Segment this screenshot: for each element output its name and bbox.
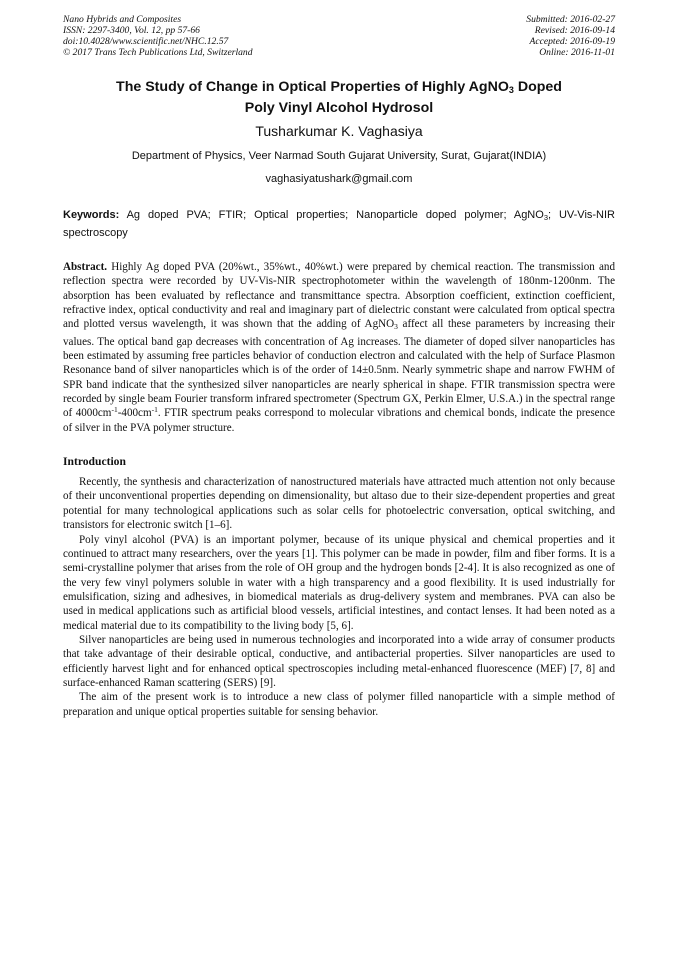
keywords-subscript: 3 xyxy=(543,213,548,222)
journal-info xyxy=(63,14,253,58)
abstract-text-4: . FTIR spectrum peaks correspond to molecular vibrations and chemical bonds, indicate the presence of silver in the PVA polymer structure. xyxy=(63,407,615,434)
abstract-superscript-1: -1 xyxy=(111,405,118,415)
title-part2: Doped xyxy=(513,79,562,95)
introduction-heading: Introduction xyxy=(63,455,126,469)
keywords-block xyxy=(63,208,615,240)
online-date: Online: 2016-11-01 xyxy=(539,47,615,58)
doi[interactable]: doi:10.4028/www.scientific.net/NHC.12.57 xyxy=(63,36,229,47)
intro-paragraph: Poly vinyl alcohol (PVA) is an important polymer, because of its unique physical and chemical properties and it continued to attract many researchers, over the years [1]. This polymer can be made in powder, film and fiber forms. It is a semi-crystalline polymer that arises from the role of OH group and the hydrogen bonds [2-4]. It is also recognized as one of the very few vinyl polymers soluble in water with a high transparency and a good flexibility. It is used industrially for emulsification, sizing and adhesives, in biomedical materials as drug-delivery system and membranes. PVA can also be used in medical applications such as artificial blood vessels, artificial intestines, and contact lenses. It had been noted as a medical material due to its compatibility to the living body [5, 6]. xyxy=(63,533,615,632)
introduction-body xyxy=(63,475,615,719)
abstract-subscript: 3 xyxy=(394,322,398,332)
journal-name: Nano Hybrids and Composites xyxy=(63,14,182,25)
intro-paragraph: Silver nanoparticles are being used in numerous technologies and incorporated into a wide array of consumer products that take advantage of their desirable optical, conductive, and antibacterial properties. Silver nanoparticles are used to efficiently harvest light and for enhanced optical spectroscopies including metal-enhanced fluorescence (MEF) [7, 8] and surface-enhanced Raman scattering (SERS) [9]. xyxy=(63,633,615,689)
title-subscript: 3 xyxy=(508,85,514,95)
intro-paragraph: Recently, the synthesis and characterization of nanostructured materials have attracted much attention not only because of their unconventional properties depending on dimensionality, but altaso due to their size-dependent properties and great potential for many technological applications such as solar cells for photoelectric conversation, optical switching, and transistors for electronic switch [1–6]. xyxy=(63,476,615,532)
abstract-label: Abstract. xyxy=(63,261,108,273)
issn-volume: ISSN: 2297-3400, Vol. 12, pp 57-66 xyxy=(63,25,200,36)
publication-header xyxy=(63,14,615,58)
submitted-date: Submitted: 2016-02-27 xyxy=(526,14,615,25)
paper-title xyxy=(63,79,615,117)
keywords-text2: ; UV-Vis-NIR spectroscopy xyxy=(63,209,615,239)
abstract-text-1: Highly Ag doped PVA (20%wt., 35%wt., 40%wt.) were prepared by chemical reaction. The transmission and reflection spectra were recorded by UV-Vis-NIR spectrophotometer within the wavelength of 180nm-1200nm. The absorption has been evaluated by reflectance and transmittance spectra. Absorption coefficient, extinction coefficient, refractive index, optical conductivity and real and imaginary part of dielectric constant were calculated from optical spectra and plotted versus wavelength, it was shown that the adding of AgNO xyxy=(63,261,615,331)
abstract-text-2: affect all these parameters by increasing their values. The optical band gap decreases with concentration of Ag increases. The diameter of doped silver nanoparticles has been estimated by assuming free particles behavior of conduction electron and calculated with the help of Surface Plasmon Resonance band of silver nanoparticles which is of the order of 14±0.5nm. Nearly symmetric shape and narrow FWHM of SPR band indicate that the synthesized silver nanoparticles are nearly spherical in shape. FTIR transmission spectra were recorded by single beam Fourier transform infrared spectrometer (Spectrum GX, Perkin Elmer, U.S.A.) in the spectral range of 4000cm xyxy=(63,318,615,420)
title-line2: Poly Vinyl Alcohol Hydrosol xyxy=(244,99,434,116)
author-email[interactable]: vaghasiyatushark@gmail.com xyxy=(265,173,413,185)
accepted-date: Accepted: 2016-09-19 xyxy=(529,36,615,47)
abstract-text-3: -400cm xyxy=(117,407,152,420)
history-dates xyxy=(526,14,615,58)
keywords-text1: Ag doped PVA; FTIR; Optical properties; Nanoparticle doped polymer; AgNO xyxy=(119,209,544,221)
abstract-block xyxy=(63,260,615,435)
title-part1: The Study of Change in Optical Properties of Highly AgNO xyxy=(116,79,509,95)
intro-paragraph: The aim of the present work is to introduce a new class of polymer filled nanoparticle with a simple method of preparation and unique optical properties suitable for sensing behavior. xyxy=(63,691,615,718)
abstract-superscript-2: -1 xyxy=(151,405,158,415)
revised-date: Revised: 2016-09-14 xyxy=(534,25,615,36)
copyright: © 2017 Trans Tech Publications Ltd, Switzerland xyxy=(63,47,253,58)
keywords-label: Keywords: xyxy=(63,209,120,221)
author-name: Tusharkumar K. Vaghasiya xyxy=(255,123,423,139)
author-affiliation: Department of Physics, Veer Narmad South Gujarat University, Surat, Gujarat(INDIA) xyxy=(131,150,547,162)
